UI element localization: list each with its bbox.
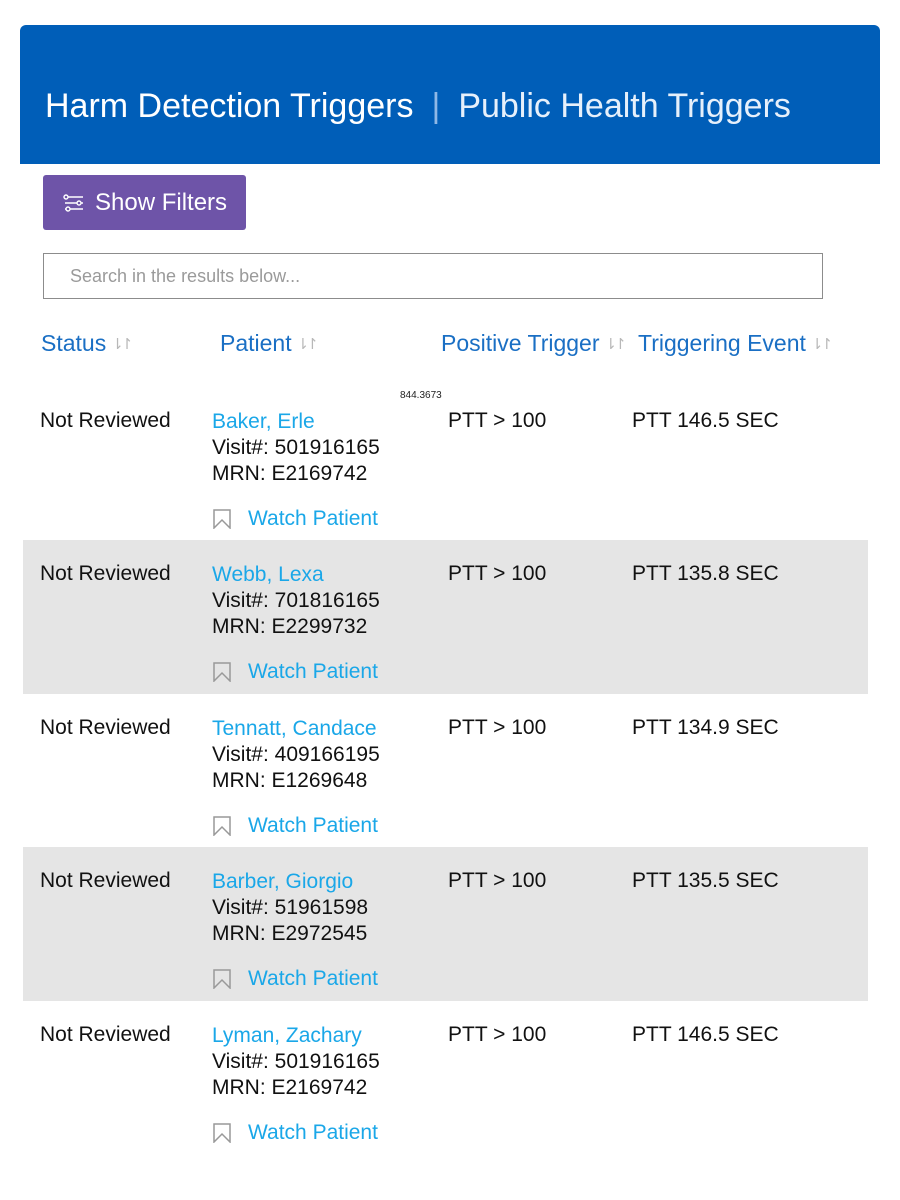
patient-cell xyxy=(212,716,380,794)
triggering-event: PTT 146.5 SEC xyxy=(632,409,779,432)
column-header-status[interactable] xyxy=(41,330,130,357)
patient-name-link[interactable]: Baker, Erle xyxy=(212,410,315,433)
column-header-status-label: Status xyxy=(41,330,107,356)
mrn: MRN: E2299732 xyxy=(212,615,368,638)
status-text: Not Reviewed xyxy=(40,716,171,739)
patient-name-link[interactable]: Webb, Lexa xyxy=(212,563,324,586)
tab-public-health[interactable]: Public Health Triggers xyxy=(458,87,791,125)
patient-name-link[interactable]: Barber, Giorgio xyxy=(212,870,354,893)
watch-patient-button[interactable] xyxy=(212,507,378,531)
status-text: Not Reviewed xyxy=(40,562,171,585)
bookmark-icon xyxy=(212,816,232,836)
bookmark-icon xyxy=(212,969,232,989)
positive-trigger: PTT > 100 xyxy=(448,869,547,892)
triggering-event: PTT 146.5 SEC xyxy=(632,1023,779,1046)
mrn: MRN: E2972545 xyxy=(212,922,368,945)
sort-icon: ⇂↾ xyxy=(111,335,131,353)
bookmark-icon xyxy=(212,662,232,682)
filter-sliders-icon xyxy=(63,194,85,212)
watch-patient-button[interactable] xyxy=(212,660,378,684)
debug-note: 844.3673 xyxy=(400,390,442,401)
watch-patient-label: Watch Patient xyxy=(248,660,378,683)
triggering-event: PTT 134.9 SEC xyxy=(632,716,779,739)
search-input[interactable] xyxy=(43,253,823,299)
triggering-event: PTT 135.8 SEC xyxy=(632,562,779,585)
visit-number: Visit#: 701816165 xyxy=(212,589,380,612)
mrn: MRN: E1269648 xyxy=(212,769,368,792)
status-text: Not Reviewed xyxy=(40,1023,171,1046)
page-header xyxy=(20,25,880,164)
patient-cell xyxy=(212,869,368,947)
tab-separator: | xyxy=(431,87,441,125)
patient-cell xyxy=(212,562,380,640)
sort-icon: ⇂↾ xyxy=(296,335,316,353)
bookmark-icon xyxy=(212,1123,232,1143)
show-filters-button[interactable] xyxy=(43,175,246,230)
watch-patient-button[interactable] xyxy=(212,1121,378,1145)
column-header-patient[interactable] xyxy=(220,330,316,357)
visit-number: Visit#: 501916165 xyxy=(212,1050,380,1073)
mrn: MRN: E2169742 xyxy=(212,1076,368,1099)
watch-patient-label: Watch Patient xyxy=(248,507,378,530)
patient-name-link[interactable]: Tennatt, Candace xyxy=(212,717,377,740)
status-text: Not Reviewed xyxy=(40,409,171,432)
watch-patient-label: Watch Patient xyxy=(248,814,378,837)
table-row xyxy=(23,847,868,1001)
trigger-tabs xyxy=(45,87,791,126)
sort-icon: ⇂↾ xyxy=(604,335,624,353)
table-row xyxy=(23,387,868,541)
watch-patient-label: Watch Patient xyxy=(248,1121,378,1144)
watch-patient-button[interactable] xyxy=(212,814,378,838)
patient-cell xyxy=(212,409,380,487)
positive-trigger: PTT > 100 xyxy=(448,562,547,585)
column-header-positive-trigger-label: Positive Trigger xyxy=(441,330,600,356)
positive-trigger: PTT > 100 xyxy=(448,716,547,739)
visit-number: Visit#: 501916165 xyxy=(212,436,380,459)
column-header-triggering-event[interactable] xyxy=(638,330,830,357)
column-header-triggering-event-label: Triggering Event xyxy=(638,330,806,356)
table-row xyxy=(23,1001,868,1155)
table-row xyxy=(23,540,868,694)
tab-harm-detection[interactable]: Harm Detection Triggers xyxy=(45,87,414,125)
watch-patient-label: Watch Patient xyxy=(248,967,378,990)
patient-name-link[interactable]: Lyman, Zachary xyxy=(212,1024,362,1047)
column-header-patient-label: Patient xyxy=(220,330,292,356)
positive-trigger: PTT > 100 xyxy=(448,1023,547,1046)
visit-number: Visit#: 409166195 xyxy=(212,743,380,766)
table-row xyxy=(23,694,868,848)
positive-trigger: PTT > 100 xyxy=(448,409,547,432)
mrn: MRN: E2169742 xyxy=(212,462,368,485)
triggering-event: PTT 135.5 SEC xyxy=(632,869,779,892)
watch-patient-button[interactable] xyxy=(212,967,378,991)
visit-number: Visit#: 51961598 xyxy=(212,896,369,919)
patient-cell xyxy=(212,1023,380,1101)
show-filters-label: Show Filters xyxy=(95,188,228,216)
status-text: Not Reviewed xyxy=(40,869,171,892)
bookmark-icon xyxy=(212,509,232,529)
column-header-positive-trigger[interactable] xyxy=(441,330,624,357)
sort-icon: ⇂↾ xyxy=(810,335,831,353)
